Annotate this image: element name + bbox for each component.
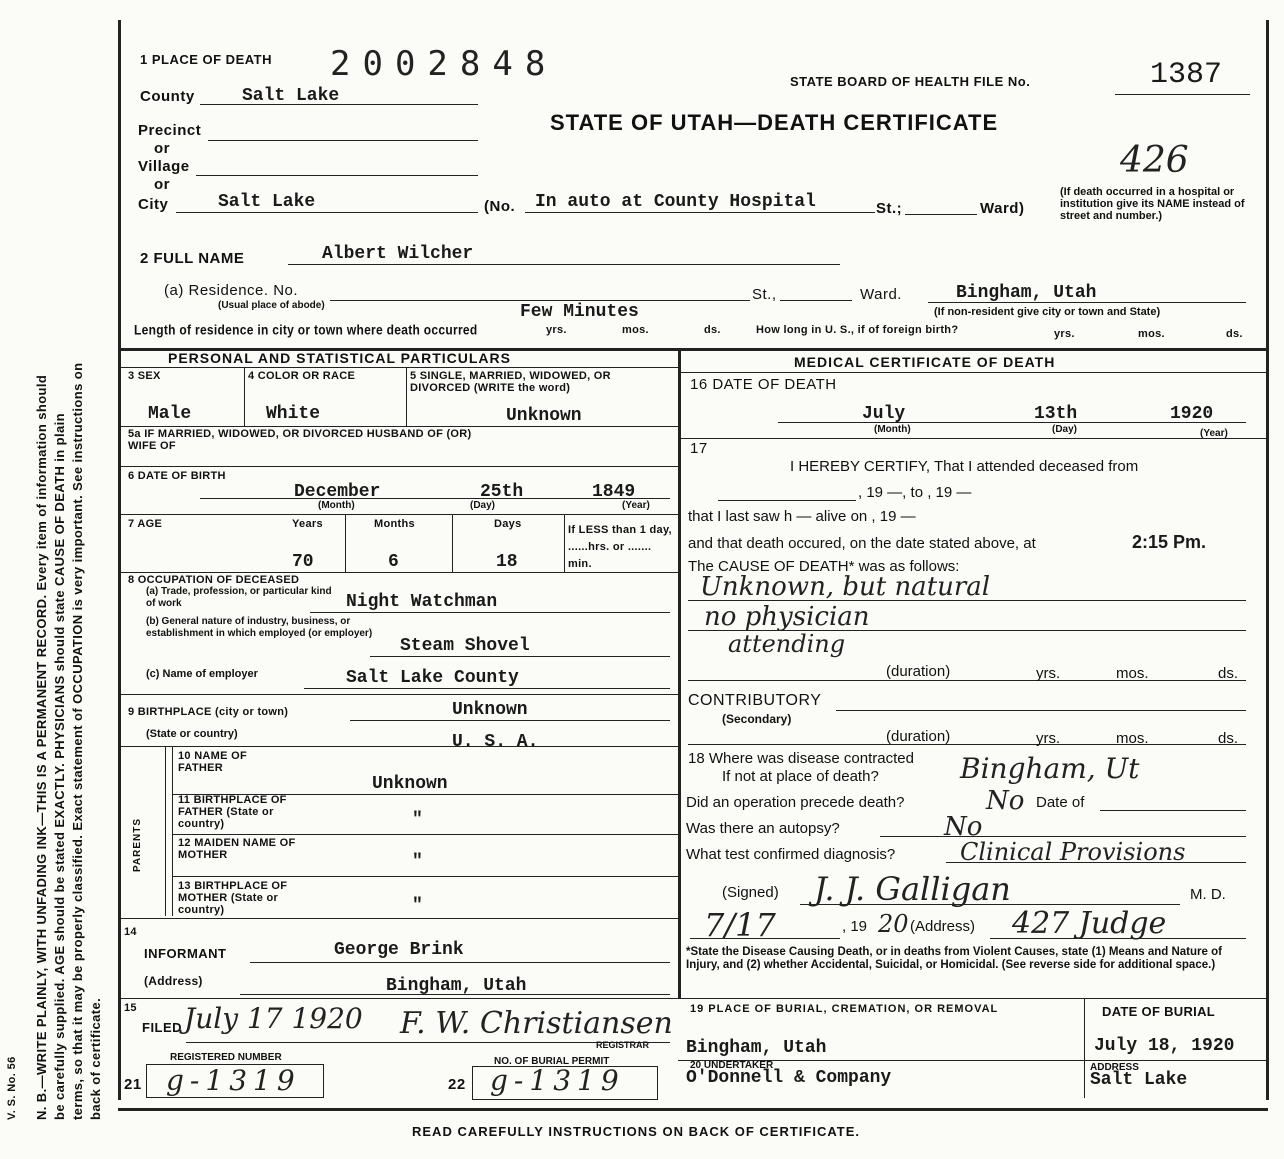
st-label: St.; [876, 200, 903, 217]
test-line [946, 862, 1246, 863]
autopsy-value: No [944, 812, 983, 842]
outer-left-border [118, 20, 121, 1100]
center-divider [678, 348, 681, 998]
dod-rule [678, 438, 1268, 439]
num-22: 22 [448, 1076, 466, 1093]
test-value: Clinical Provisions [960, 838, 1186, 866]
parents-div-2 [172, 746, 173, 916]
sign-date: 7/17 [704, 906, 776, 944]
precinct-line [208, 140, 478, 141]
burial-place: Bingham, Utah [686, 1038, 827, 1058]
duration-label-1: (duration) [886, 663, 951, 680]
age-div-1 [345, 514, 346, 572]
dob-day: 25th [480, 482, 524, 502]
duration-label-2: (duration) [886, 728, 951, 745]
dod-year-caption: (Year) [1200, 428, 1228, 439]
test-label: What test confirmed diagnosis? [686, 846, 896, 863]
sign-year-prefix: , 19 [842, 918, 868, 935]
informant-num: 14 [124, 926, 137, 938]
parents-rule [118, 918, 678, 919]
father-bp-rule [172, 834, 678, 835]
duration-ds-2: ds. [1218, 730, 1239, 747]
full-name-line [288, 264, 840, 265]
from-to-text: , 19 —, to , 19 — [858, 484, 972, 501]
occupation-b-line [370, 656, 670, 657]
personal-header-rule [118, 367, 678, 368]
color-value: White [266, 404, 321, 424]
length-of-residence-value: Few Minutes [520, 302, 639, 322]
full-name-value: Albert Wilcher [322, 244, 474, 264]
cause-line-2: no physician [704, 602, 870, 632]
medical-header-rule [678, 372, 1268, 373]
spouse-label: 5a IF MARRIED, WIDOWED, OR DIVORCED HUSBAND OF (OR) WIFE OF [128, 428, 472, 452]
physician-signature: J. J. Galligan [814, 870, 1011, 908]
contributory-line [836, 710, 1246, 711]
dod-year: 1920 [1170, 404, 1214, 424]
dob-month: December [294, 482, 381, 502]
city-value: Salt Lake [218, 192, 316, 212]
marital-value: Unknown [506, 406, 582, 426]
occupation-b-label: (b) General nature of industry, business, or establishment in which employed (or employer) [146, 616, 373, 639]
residence-ward-label: Ward. [860, 286, 902, 303]
md-label: M. D. [1190, 886, 1226, 903]
sex-label: 3 SEX [128, 370, 161, 382]
mother-rule [172, 876, 678, 877]
length-of-residence-label: Length of residence in city or town where death occurred [134, 322, 478, 339]
or-1: or [154, 140, 170, 157]
operation-label: Did an operation precede death? [686, 794, 905, 811]
num-21: 21 [124, 1076, 142, 1093]
sign-address-line [990, 938, 1246, 939]
dod-label: 16 DATE OF DEATH [690, 376, 837, 393]
birthplace-country: U. S. A. [452, 732, 539, 752]
burial-permit-label: NO. OF BURIAL PERMIT [494, 1056, 610, 1067]
father-bp-value: " [412, 810, 423, 830]
state-file-line [1115, 94, 1250, 95]
reg-number-label: REGISTERED NUMBER [170, 1052, 282, 1063]
place-of-death-label: 1 PLACE OF DEATH [140, 52, 272, 67]
occupation-c-label: (c) Name of employer [146, 668, 258, 680]
age-label: 7 AGE [128, 518, 163, 530]
cause-footnote: *State the Disease Causing Death, or in deaths from Violent Causes, state (1) Means and Nature of Injury, and (2) whether Accidental, Suicidal, or Homicidal. (See reverse side for additional space.) [686, 946, 1222, 971]
cause-line-1: Unknown, but natural [700, 572, 991, 602]
burial-date-label: DATE OF BURIAL [1102, 1004, 1216, 1019]
sex-divider [244, 367, 245, 427]
age-years: 70 [292, 552, 314, 572]
occupation-b-value: Steam Shovel [400, 636, 530, 656]
dod-month-caption: (Month) [874, 424, 911, 435]
duration-yrs-2: yrs. [1036, 730, 1061, 747]
operation-date-line [1100, 810, 1246, 811]
birthplace-city: Unknown [452, 700, 528, 720]
parents-label: PARENTS [132, 817, 143, 872]
us-mos: mos. [1138, 328, 1165, 340]
local-number: 426 [1120, 140, 1189, 181]
burial-address: Salt Lake [1090, 1070, 1188, 1090]
father-value: Unknown [372, 774, 448, 794]
nonresident-note: (If non-resident give city or town and State) [934, 306, 1161, 318]
residence-value-line [928, 302, 1246, 303]
outer-bottom-border [118, 1108, 1268, 1111]
village-line [196, 175, 478, 176]
age-days-label: Days [494, 518, 522, 530]
ward-label: Ward) [980, 200, 1025, 217]
dob-year-caption: (Year) [622, 500, 650, 511]
burial-date: July 18, 1920 [1094, 1036, 1235, 1056]
outer-right-border [1266, 20, 1269, 1100]
last-saw-text: that I last saw h — alive on , 19 — [688, 508, 916, 525]
contributory-label: CONTRIBUTORY [688, 692, 822, 709]
occupation-a-label: (a) Trade, profession, or particular kind of work [146, 586, 332, 609]
burial-permit-number: g-1319 [490, 1064, 625, 1097]
dob-rule [118, 514, 678, 515]
duration-ds-1: ds. [1218, 665, 1239, 682]
cause-label: The CAUSE OF DEATH* was as follows: [688, 558, 960, 575]
duration-mos-2: mos. [1116, 730, 1149, 747]
informant-name: George Brink [334, 940, 464, 960]
county-line [200, 104, 478, 105]
birthplace-label: 9 BIRTHPLACE (city or town) [128, 706, 289, 718]
father-bp-label: 11 BIRTHPLACE OF FATHER (State or country) [178, 794, 287, 830]
undertaker: O'Donnell & Company [686, 1068, 892, 1088]
city-label: City [138, 196, 169, 213]
serial-number: 2002848 [330, 44, 558, 84]
death-occured-text: and that death occured, on the date stated above, at [688, 535, 1036, 552]
num-17: 17 [690, 440, 708, 457]
age-years-label: Years [292, 518, 323, 530]
dob-month-caption: (Month) [318, 500, 355, 511]
reg-number: g-1319 [166, 1064, 301, 1097]
county-value: Salt Lake [242, 86, 340, 106]
birthplace-rule [118, 746, 678, 747]
county-label: County [140, 88, 195, 105]
age-rule [118, 572, 678, 573]
burial-place-label: 19 PLACE OF BURIAL, CREMATION, OR REMOVAL [690, 1003, 999, 1015]
dob-label: 6 DATE OF BIRTH [128, 470, 226, 482]
informant-label: INFORMANT [144, 946, 227, 961]
duration-mos-1: mos. [1116, 665, 1149, 682]
certificate-title: STATE OF UTAH—DEATH CERTIFICATE [550, 110, 999, 135]
marital-label: 5 SINGLE, MARRIED, WIDOWED, OR DIVORCED (WRITE the word) [410, 370, 611, 394]
margin-instruction-2: be carefully supplied. AGE should be stated EXACTLY. PHYSICIANS should state CAUSE OF DEATH in plain [52, 413, 67, 1120]
mother-bp-label: 13 BIRTHPLACE OF MOTHER (State or country) [178, 880, 288, 916]
death-time: 2:15 Pm. [1132, 532, 1207, 552]
sex-value: Male [148, 404, 192, 424]
cause-duration-rule [688, 680, 1246, 681]
informant-address-line [240, 994, 670, 995]
age-months-label: Months [374, 518, 415, 530]
contributory-duration-rule [688, 744, 1246, 745]
state-file-number: 1387 [1150, 58, 1223, 92]
length-yrs: yrs. [546, 324, 567, 336]
residence-st-label: St., [752, 286, 777, 303]
signed-label: (Signed) [722, 884, 779, 901]
duration-yrs-1: yrs. [1036, 665, 1061, 682]
mother-label: 12 MAIDEN NAME OF MOTHER [178, 837, 296, 861]
operation-value: No [986, 786, 1025, 816]
footer-instruction: READ CAREFULLY INSTRUCTIONS ON BACK OF CERTIFICATE. [412, 1124, 860, 1139]
margin-instruction-3: terms, so that it may be properly classified. Exact statement of OCCUPATION is very important. See instructions on [70, 362, 85, 1120]
signature-line [800, 904, 1180, 905]
street-no-label: (No. [484, 198, 516, 215]
burial-divider [1084, 998, 1085, 1098]
age-div-2 [452, 514, 453, 572]
dod-line [778, 422, 1246, 423]
color-divider [406, 367, 407, 427]
residence-sublabel: (Usual place of abode) [218, 300, 325, 311]
informant-rule [118, 998, 1268, 999]
sign-year: 20 [878, 910, 909, 938]
birthplace-city-line [350, 720, 670, 721]
spouse-rule [118, 466, 678, 467]
village-label: Village [138, 158, 190, 175]
age-months: 6 [388, 552, 399, 572]
medical-header: MEDICAL CERTIFICATE OF DEATH [794, 354, 1056, 370]
state-country-label: (State or country) [146, 728, 238, 740]
undertaker-label: 20 UNDERTAKER [690, 1060, 774, 1071]
cause-line-3: attending [728, 630, 846, 658]
occupation-c-value: Salt Lake County [346, 668, 519, 688]
dod-day: 13th [1034, 404, 1078, 424]
burial-permit-box [472, 1066, 658, 1100]
age-div-3 [564, 514, 565, 572]
informant-address: Bingham, Utah [386, 976, 527, 996]
occupation-rule [118, 694, 678, 695]
informant-line [250, 962, 670, 963]
color-label: 4 COLOR OR RACE [248, 370, 356, 382]
age-days: 18 [496, 552, 518, 572]
dod-day-caption: (Day) [1052, 424, 1078, 435]
address-line [525, 212, 875, 213]
residence-no-line [330, 300, 750, 301]
full-name-label: 2 FULL NAME [140, 250, 245, 267]
where-contracted-value: Bingham, Ut [960, 752, 1140, 785]
or-2: or [154, 176, 170, 193]
filing-num: 15 [124, 1002, 137, 1014]
dob-line [200, 498, 670, 499]
dob-year: 1849 [592, 482, 636, 502]
occupation-c-line [304, 688, 670, 689]
us-residence-label: How long in U. S., if of foreign birth? [756, 324, 959, 336]
parents-div-1 [165, 746, 166, 916]
length-ds: ds. [704, 324, 721, 336]
residence-value: Bingham, Utah [956, 283, 1097, 303]
cause-line-1-rule [688, 600, 1246, 601]
death-address: In auto at County Hospital [535, 192, 816, 212]
informant-address-label: (Address) [144, 974, 203, 988]
form-number: V. S. No. 56 [6, 1056, 18, 1120]
sign-address-value: 427 Judge [1012, 906, 1167, 941]
filed-date: July 17 1920 [184, 1002, 363, 1035]
dod-month: July [862, 404, 906, 424]
father-label: 10 NAME OF FATHER [178, 750, 248, 774]
state-file-label: STATE BOARD OF HEALTH FILE No. [790, 74, 1031, 89]
registrar-signature: F. W. Christiansen [400, 1006, 673, 1041]
precinct-label: Precinct [138, 122, 202, 139]
burial-address-label: ADDRESS [1090, 1062, 1139, 1073]
residence-label: (a) Residence. No. [164, 282, 299, 299]
date-of-label: Date of [1036, 794, 1085, 811]
mother-value: " [412, 852, 423, 872]
where-contracted-label: 18 Where was disease contracted [688, 750, 914, 767]
sign-date-line [690, 938, 840, 939]
residence-st-line [780, 300, 852, 301]
autopsy-label: Was there an autopsy? [686, 820, 840, 837]
reg-number-box [146, 1064, 324, 1098]
from-line [718, 500, 856, 501]
length-mos: mos. [622, 324, 649, 336]
dob-day-caption: (Day) [470, 500, 496, 511]
sign-address-label: (Address) [910, 918, 976, 935]
registrar-label: REGISTRAR [596, 1040, 650, 1050]
age-less-label: If LESS than 1 day, ......hrs. or ....... min. [568, 524, 672, 570]
hospital-note: (If death occurred in a hospital or institution give its NAME instead of street and number.) [1060, 186, 1245, 222]
where-contracted-sub: If not at place of death? [722, 768, 879, 785]
occupation-a-line [310, 612, 670, 613]
row3-rule [118, 426, 678, 427]
city-line [176, 212, 478, 213]
us-yrs: yrs. [1054, 328, 1075, 340]
occupation-a-value: Night Watchman [346, 592, 498, 612]
ward-line [905, 214, 977, 215]
mother-bp-value: " [412, 896, 423, 916]
occupation-label: 8 OCCUPATION OF DECEASED [128, 574, 300, 586]
margin-instruction-4: back of certificate. [88, 997, 103, 1120]
us-ds: ds. [1226, 328, 1243, 340]
margin-instruction-1: N. B.—WRITE PLAINLY, WITH UNFADING INK—THIS IS A PERMANENT RECORD. Every item of information should [34, 374, 49, 1120]
certify-text: I HEREBY CERTIFY, That I attended deceased from [790, 458, 1139, 475]
personal-header: PERSONAL AND STATISTICAL PARTICULARS [168, 350, 511, 366]
filed-label: FILED [142, 1020, 183, 1035]
secondary-label: (Secondary) [722, 712, 792, 726]
autopsy-line [880, 836, 1246, 837]
